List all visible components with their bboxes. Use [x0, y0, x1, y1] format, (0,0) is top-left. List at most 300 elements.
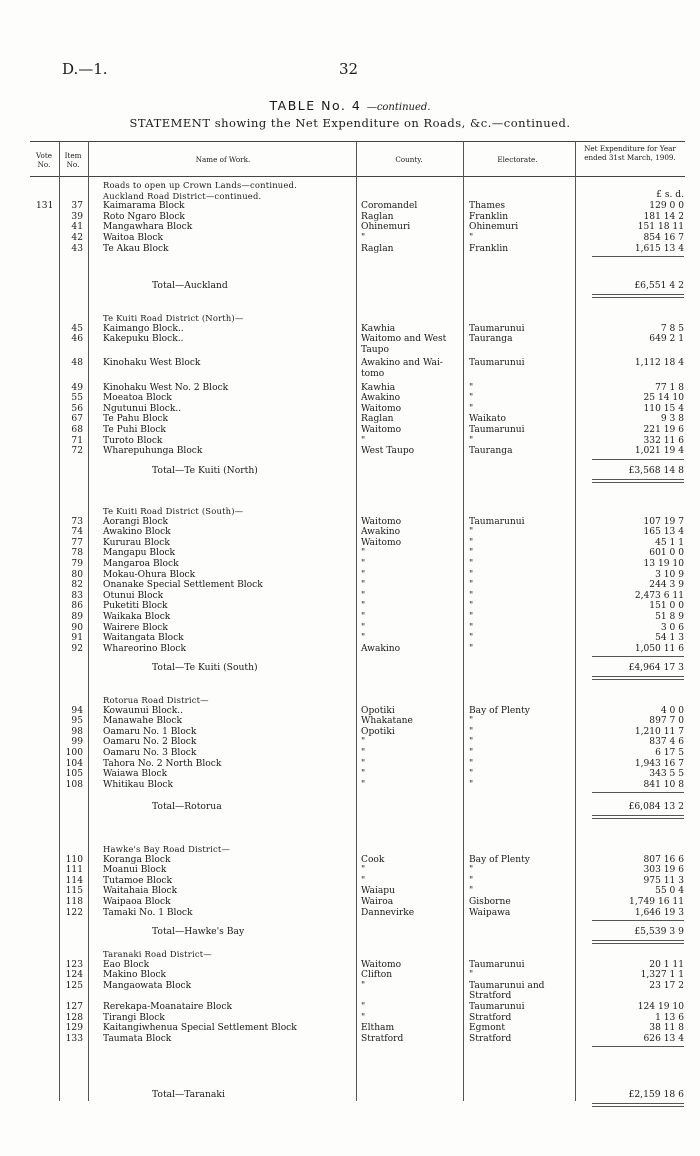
work-name: Kakepuku Block..: [103, 334, 184, 345]
work-name: Kowaunui Block..: [103, 705, 184, 716]
table-row: [0, 591, 700, 602]
table-row: [0, 570, 700, 581]
item-number: 72: [71, 446, 83, 457]
net-expenditure: 975 11 3: [643, 875, 684, 886]
table-row: [0, 727, 700, 738]
subtotal-rule: [592, 656, 684, 657]
table-row: [0, 233, 700, 244]
electorate: ": [469, 779, 474, 790]
table-row: [0, 716, 700, 727]
electorate: Stratford: [469, 1033, 512, 1044]
total-double-rule: [592, 479, 684, 483]
net-expenditure: 3 0 6: [660, 622, 684, 633]
county: ": [361, 758, 366, 769]
work-name: Makino Block: [103, 970, 167, 981]
county: Cook: [361, 854, 385, 865]
county: Waiapu: [361, 886, 395, 897]
net-expenditure: 2,473 6 11: [634, 590, 684, 601]
county: Raglan: [361, 211, 394, 222]
work-name: Whitikau Block: [103, 779, 174, 790]
table-row: [0, 358, 700, 369]
table-row: [0, 1002, 700, 1013]
net-expenditure: 626 13 4: [643, 1033, 684, 1044]
table-row: [0, 383, 700, 394]
net-expenditure: 1,749 16 11: [629, 897, 684, 907]
table-row: [0, 960, 700, 971]
electorate: Waipawa: [469, 907, 511, 918]
county: Awakino and Wai-: [361, 358, 443, 369]
section-total: [0, 465, 700, 476]
table-row: [0, 244, 700, 255]
work-name: Taumata Block: [103, 1033, 172, 1044]
total-amount: £3,568 14 8: [628, 464, 684, 476]
electorate: Taumarunui: [469, 959, 525, 970]
electorate: ": [469, 737, 474, 748]
net-expenditure: 841 10 8: [643, 779, 684, 790]
county: ": [361, 601, 366, 612]
electorate: ": [469, 527, 474, 538]
total-label: Total—Te Kuiti (North): [152, 464, 258, 476]
county: Raglan: [361, 414, 394, 425]
work-name: Waiawa Block: [103, 769, 168, 780]
item-number: 86: [71, 601, 83, 612]
table-row-continuation: [0, 369, 700, 380]
work-name: Mangaroa Block: [103, 559, 179, 569]
county: Waitomo: [361, 959, 402, 970]
net-expenditure: 332 11 6: [643, 435, 684, 446]
table-row: [0, 393, 700, 404]
item-number: 129: [65, 1023, 83, 1034]
item-number: 41: [71, 222, 83, 233]
item-number: 78: [71, 548, 83, 559]
net-expenditure: 38 11 8: [649, 1023, 684, 1034]
table-row: [0, 855, 700, 866]
county: Waitomo: [361, 425, 402, 435]
statement-title: STATEMENT showing the Net Expenditure on Roads, &c.—continued.: [129, 116, 571, 130]
net-expenditure: 77 1 8: [655, 382, 684, 393]
work-name: Te Akau Block: [103, 243, 169, 254]
work-name: Te Puhi Block: [103, 425, 166, 435]
table-row: [0, 908, 700, 919]
table-row: [0, 414, 700, 425]
item-number: 111: [65, 865, 83, 876]
electorate: ": [469, 580, 474, 591]
work-name: Mangapu Block: [103, 548, 176, 559]
electorate: ": [469, 403, 474, 414]
section-heading-text: Hawke's Bay Road District—: [103, 844, 231, 854]
net-expenditure: 181 14 2: [643, 211, 684, 222]
electorate: Bay of Plenty: [469, 854, 530, 865]
county: ": [361, 1002, 366, 1012]
net-expenditure: 1,615 13 4: [634, 243, 684, 254]
item-number: 95: [71, 716, 83, 727]
item-number: 108: [65, 779, 83, 790]
work-name: Tamaki No. 1 Block: [103, 907, 193, 918]
electorate: ": [469, 716, 474, 727]
total-label: Total—Rotorua: [152, 801, 222, 812]
net-expenditure: 55 0 4: [655, 886, 684, 897]
electorate: Taumarunui: [469, 425, 525, 435]
net-expenditure: 343 5 5: [649, 769, 684, 780]
table-row: [0, 404, 700, 415]
work-name: Mangawhara Block: [103, 222, 193, 233]
item-number: 118: [65, 897, 83, 907]
table-row: [0, 222, 700, 233]
work-name: Manawahe Block: [103, 716, 183, 727]
item-number: 92: [71, 643, 83, 654]
net-expenditure: 6 17 5: [655, 748, 684, 758]
item-number: 91: [71, 633, 83, 644]
table-row: [0, 623, 700, 634]
county: ": [361, 779, 366, 790]
item-number: 114: [65, 875, 83, 886]
work-name: Oamaru No. 2 Block: [103, 737, 197, 748]
work-name: Puketiti Block: [103, 601, 168, 612]
electorate: Taumarunui and: [469, 980, 545, 991]
item-number: 42: [71, 233, 83, 243]
section-heading-text: Te Kuiti Road District (North)—: [103, 313, 244, 323]
net-expenditure: 1,943 16 7: [634, 758, 684, 769]
work-name: Mokau-Ohura Block: [103, 569, 196, 580]
work-name: Kinohaku West No. 2 Block: [103, 382, 229, 393]
page-number: 32: [339, 60, 359, 78]
section-heading-text: Rotorua Road District—: [103, 695, 209, 705]
table-row: [0, 970, 700, 981]
section-total: [0, 1089, 700, 1100]
total-label: Total—Te Kuiti (South): [152, 662, 258, 674]
table-row: [0, 580, 700, 591]
item-number: 77: [71, 537, 83, 548]
col-header-county: County.: [395, 155, 423, 164]
county: ": [361, 590, 366, 601]
item-number: 98: [71, 726, 83, 737]
work-name: Te Pahu Block: [103, 414, 169, 425]
electorate: Gisborne: [469, 897, 511, 907]
work-name: Whareorino Block: [103, 643, 186, 654]
net-expenditure: 221 19 6: [643, 425, 684, 435]
subtotal-rule: [592, 459, 684, 460]
net-expenditure: 151 0 0: [649, 601, 684, 612]
electorate: ": [469, 970, 474, 981]
section-heading: [0, 844, 700, 855]
electorate: Taumarunui: [469, 1002, 525, 1012]
subtotal-rule: [592, 1046, 684, 1047]
item-number: 48: [71, 358, 83, 369]
item-number: 124: [65, 970, 83, 981]
electorate: ": [469, 633, 474, 644]
section-total: [0, 801, 700, 812]
section-heading: [0, 506, 700, 517]
county: ": [361, 548, 366, 559]
table-row: [0, 425, 700, 436]
work-name: Waitoa Block: [103, 233, 163, 243]
county: ": [361, 580, 366, 591]
electorate: Stratford: [469, 1012, 512, 1023]
total-double-rule: [592, 676, 684, 680]
net-expenditure: 3 10 9: [655, 569, 684, 580]
table-row: [0, 201, 700, 212]
county: Opotiki: [361, 726, 395, 737]
electorate: Waikato: [469, 414, 506, 425]
table-row: [0, 324, 700, 335]
county: ": [361, 612, 366, 622]
total-amount: £2,159 18 6: [628, 1089, 684, 1100]
work-name: Waipaoa Block: [103, 897, 171, 907]
item-number: 79: [71, 559, 83, 569]
net-expenditure: 51 8 9: [655, 612, 684, 622]
table-row: [0, 981, 700, 992]
electorate: ": [469, 726, 474, 737]
county: Opotiki: [361, 705, 395, 716]
work-name: Koranga Block: [103, 854, 171, 865]
county: Dannevirke: [361, 907, 415, 918]
electorate: ": [469, 643, 474, 654]
net-expenditure: 1,210 11 7: [634, 726, 684, 737]
county: ": [361, 769, 366, 780]
item-number: 46: [71, 334, 83, 345]
electorate: ": [469, 875, 474, 886]
work-name: Turoto Block: [103, 435, 163, 446]
item-number: 127: [65, 1002, 83, 1012]
item-number: 68: [71, 425, 83, 435]
table-row: [0, 612, 700, 623]
item-number: 71: [71, 435, 83, 446]
item-number: 110: [65, 854, 83, 865]
county-continued: tomo: [361, 369, 385, 379]
section-heading: [0, 695, 700, 706]
col-header-electorate: Electorate.: [497, 155, 538, 164]
total-double-rule: [592, 815, 684, 819]
total-amount: £5,539 3 9: [634, 926, 684, 938]
item-number: 104: [65, 758, 83, 769]
table-row: [0, 601, 700, 612]
item-number: 80: [71, 569, 83, 580]
county: ": [361, 633, 366, 644]
county: Awakino: [361, 527, 401, 538]
county: ": [361, 559, 366, 569]
table-row: [0, 780, 700, 791]
net-expenditure: 13 19 10: [643, 559, 684, 569]
table-row: [0, 559, 700, 570]
total-double-rule: [592, 294, 684, 298]
item-number: 94: [71, 705, 83, 716]
table-row: [0, 527, 700, 538]
total-amount: £4,964 17 3: [628, 662, 684, 674]
work-name: Tahora No. 2 North Block: [103, 758, 222, 769]
electorate: ": [469, 569, 474, 580]
subtotal-rule: [592, 256, 684, 257]
county: ": [361, 865, 366, 876]
item-number: 123: [65, 959, 83, 970]
work-name: Onanake Special Settlement Block: [103, 580, 263, 591]
work-name: Aorangi Block: [103, 516, 168, 527]
item-number: 43: [71, 243, 83, 254]
item-number: 39: [71, 211, 83, 222]
net-expenditure: 165 13 4: [643, 527, 684, 538]
item-number: 100: [65, 748, 83, 758]
electorate: ": [469, 612, 474, 622]
county: Stratford: [361, 1033, 404, 1044]
table-row: [0, 212, 700, 223]
county: Waitomo: [361, 403, 402, 414]
work-name: Kinohaku West Block: [103, 358, 201, 369]
table-row-continuation: [0, 991, 700, 1002]
col-header-vote: Vote No.: [36, 151, 52, 169]
table-row: [0, 706, 700, 717]
total-amount: £6,551 4 2: [634, 280, 684, 291]
net-expenditure: 601 0 0: [649, 548, 684, 559]
table-row: [0, 446, 700, 457]
electorate: Egmont: [469, 1023, 506, 1034]
county: ": [361, 1012, 366, 1023]
col-header-item: Item No.: [64, 151, 82, 169]
county: ": [361, 737, 366, 748]
electorate-continued: Stratford: [469, 991, 512, 1002]
county: Waitomo: [361, 516, 402, 527]
work-name: Wharepuhunga Block: [103, 446, 203, 457]
electorate: ": [469, 769, 474, 780]
section-heading: [0, 949, 700, 960]
electorate: ": [469, 559, 474, 569]
item-number: 56: [71, 403, 83, 414]
net-expenditure: 1,050 11 6: [634, 643, 684, 654]
section-total: [0, 926, 700, 937]
item-number: 83: [71, 590, 83, 601]
electorate: ": [469, 886, 474, 897]
county: Clifton: [361, 970, 393, 981]
electorate: Taumarunui: [469, 358, 525, 369]
county: Raglan: [361, 243, 394, 254]
electorate: Ohinemuri: [469, 222, 519, 233]
net-expenditure: 837 4 6: [649, 737, 684, 748]
section-heading: [0, 180, 700, 191]
net-expenditure: 23 17 2: [649, 980, 684, 991]
document-code: D.—1.: [62, 60, 108, 78]
work-name: Waikaka Block: [103, 612, 171, 622]
county: Waitomo and West: [361, 334, 447, 345]
county: Coromandel: [361, 201, 418, 212]
table-row: [0, 886, 700, 897]
county-continued: Taupo: [361, 344, 389, 355]
table-row: [0, 737, 700, 748]
work-name: Kaimango Block..: [103, 323, 184, 334]
item-number: 125: [65, 980, 83, 991]
item-number: 67: [71, 414, 83, 425]
electorate: Thames: [469, 201, 506, 212]
net-expenditure: 25 14 10: [643, 393, 684, 404]
county: Waitomo: [361, 537, 402, 548]
subtotal-rule: [592, 920, 684, 921]
county: Kawhia: [361, 382, 396, 393]
work-name: Kaitangiwhenua Special Settlement Block: [103, 1023, 297, 1034]
table-row: [0, 538, 700, 549]
net-expenditure: 897 7 0: [649, 716, 684, 727]
table-row-continuation: [0, 345, 700, 356]
county: Whakatane: [361, 716, 413, 727]
net-expenditure: 854 16 7: [643, 233, 684, 243]
total-double-rule: [592, 1103, 684, 1107]
county: ": [361, 435, 366, 446]
item-number: 37: [71, 201, 83, 212]
work-name: Tirangi Block: [103, 1012, 165, 1023]
section-heading: [0, 313, 700, 324]
item-number: 73: [71, 516, 83, 527]
net-expenditure: 649 2 1: [649, 334, 684, 345]
section-subheading-text: Auckland Road District—continued.: [103, 190, 262, 201]
item-number: 115: [65, 886, 83, 897]
table-row: [0, 334, 700, 345]
table-row: [0, 865, 700, 876]
work-name: Ngutunui Block..: [103, 403, 182, 414]
total-label: Total—Hawke's Bay: [152, 926, 245, 938]
table-row: [0, 876, 700, 887]
electorate: ": [469, 865, 474, 876]
electorate: ": [469, 537, 474, 548]
work-name: Mangaowata Block: [103, 980, 192, 991]
electorate: ": [469, 393, 474, 404]
net-expenditure: 129 0 0: [649, 201, 684, 212]
county: ": [361, 233, 366, 243]
item-number: 82: [71, 580, 83, 591]
item-number: 89: [71, 612, 83, 622]
table-row: [0, 517, 700, 528]
section-heading-text: Taranaki Road District—: [103, 949, 212, 959]
item-number: 74: [71, 527, 83, 538]
work-name: Roto Ngaro Block: [103, 211, 185, 222]
county: Eltham: [361, 1023, 395, 1034]
table-row: [0, 1013, 700, 1024]
item-number: 55: [71, 393, 83, 404]
section-heading-text: Te Kuiti Road District (South)—: [103, 506, 244, 516]
section-total: [0, 662, 700, 673]
electorate: Bay of Plenty: [469, 705, 530, 716]
table-row: [0, 1034, 700, 1045]
net-expenditure: 107 19 7: [643, 516, 684, 527]
county: Wairoa: [361, 897, 394, 907]
electorate: ": [469, 622, 474, 633]
electorate: ": [469, 382, 474, 393]
county: ": [361, 875, 366, 886]
work-name: Moeatoa Block: [103, 393, 172, 404]
net-expenditure: 244 3 9: [649, 580, 684, 591]
net-expenditure: 54 1 3: [655, 633, 684, 644]
net-expenditure: 1,327 1 1: [640, 970, 684, 981]
item-number: 99: [71, 737, 83, 748]
table-row: [0, 759, 700, 770]
net-expenditure: 1,112 18 4: [634, 358, 684, 369]
subtotal-rule: [592, 792, 684, 793]
electorate: ": [469, 590, 474, 601]
net-expenditure: 110 15 4: [643, 403, 684, 414]
work-name: Moanui Block: [103, 865, 167, 876]
net-expenditure: 1,646 19 3: [634, 907, 684, 918]
net-expenditure: 1 13 6: [655, 1012, 684, 1023]
item-number: 90: [71, 622, 83, 633]
net-expenditure: 124 19 10: [637, 1002, 684, 1012]
total-label: Total—Taranaki: [152, 1089, 225, 1100]
work-name: Waitangata Block: [103, 633, 184, 644]
table-row: [0, 548, 700, 559]
county: Awakino: [361, 643, 401, 654]
electorate: Taumarunui: [469, 516, 525, 527]
table-row: [0, 769, 700, 780]
currency-units: £ s. d.: [656, 190, 684, 200]
table-row: [0, 1023, 700, 1034]
electorate: Tauranga: [469, 334, 513, 345]
section-subheading: [0, 191, 700, 202]
county: West Taupo: [361, 446, 415, 457]
net-expenditure: 807 16 6: [643, 854, 684, 865]
